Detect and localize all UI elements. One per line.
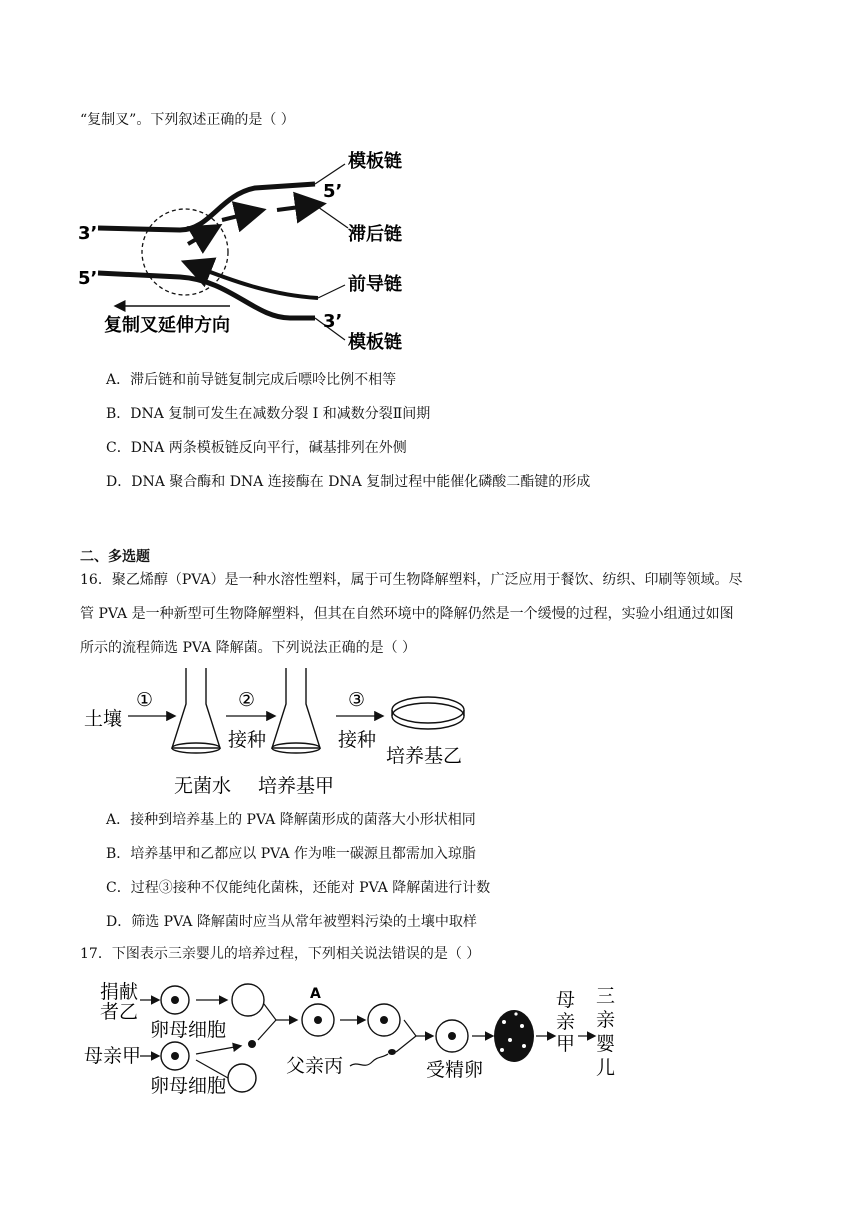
lagging-fragment-3 <box>277 205 315 210</box>
label-inoculate-1: 接种 <box>228 729 267 751</box>
q15-option-b[interactable]: B．DNA 复制可发生在减数分裂 I 和减数分裂Ⅱ间期 <box>106 406 431 422</box>
label-baby-v3: 婴 <box>596 1033 616 1055</box>
label-step-2: ② <box>238 689 256 711</box>
label-donor-line2: 者乙 <box>100 1001 139 1023</box>
label-3-prime-left: 3’ <box>78 223 98 244</box>
label-mother: 母亲甲 <box>84 1045 142 1067</box>
q16-option-c[interactable]: C．过程③接种不仅能纯化菌株，还能对 PVA 降解菌进行计数 <box>106 880 491 896</box>
flask-medium-a <box>272 668 320 748</box>
q16-option-a[interactable]: A．接种到培养基上的 PVA 降解菌形成的菌落大小形状相同 <box>106 812 476 828</box>
enucleated-oocyte <box>232 984 264 1016</box>
sperm <box>350 1054 388 1066</box>
label-oocyte-top: 卵母细胞 <box>150 1019 227 1041</box>
oocyte-remnant <box>228 1064 256 1092</box>
q16-option-d[interactable]: D．筛选 PVA 降解菌时应当从常年被塑料污染的土壤中取样 <box>106 914 477 930</box>
label-mother-v3: 甲 <box>556 1033 576 1055</box>
q17-stem: 17．下图表示三亲婴儿的培养过程，下列相关说法错误的是（ ） <box>80 946 481 962</box>
section-title: 二、多选题 <box>80 549 150 565</box>
flask-sterile-water <box>172 668 220 748</box>
label-template-top: 模板链 <box>348 151 402 172</box>
early-embryo <box>494 1010 534 1062</box>
label-direction: 复制叉延伸方向 <box>104 315 230 336</box>
q15-option-c[interactable]: C．DNA 两条模板链反向平行，碱基排列在外侧 <box>106 440 407 456</box>
q16-stem-line-2: 管 PVA 是一种新型可生物降解塑料，但其在自然环境中的降解仍然是一个缓慢的过程，实验小组通过如图 <box>80 606 734 622</box>
label-mother-v2: 亲 <box>556 1011 576 1033</box>
label-father: 父亲丙 <box>286 1055 344 1077</box>
q16-option-b[interactable]: B．培养基甲和乙都应以 PVA 作为唯一碳源且都需加入琼脂 <box>106 846 476 862</box>
q16-stem-line-1: 16．聚乙烯醇（PVA）是一种水溶性塑料，属于可生物降解塑料，广泛应用于餐饮、纺织、印刷等领域。尽 <box>80 572 743 588</box>
replication-fork-circle <box>142 209 228 295</box>
pva-screening-diagram <box>78 664 478 804</box>
label-step-3: ③ <box>348 689 366 711</box>
label-mother-v1: 母 <box>556 989 576 1011</box>
label-donor-line1: 捐献 <box>100 981 139 1003</box>
lagging-fragment-1 <box>188 230 212 244</box>
petri-dish-medium-b <box>392 697 464 729</box>
label-soil: 土壤 <box>84 708 123 730</box>
label-sterile-water: 无菌水 <box>174 775 232 797</box>
label-step-1: ① <box>136 689 154 711</box>
label-baby-v1: 三 <box>596 985 616 1007</box>
label-medium-a: 培养基甲 <box>258 775 335 797</box>
three-parent-baby-diagram <box>78 974 623 1104</box>
lagging-fragment-2 <box>222 212 255 220</box>
label-5-prime-left: 5’ <box>78 268 98 289</box>
label-baby-v4: 儿 <box>596 1057 616 1079</box>
dna-replication-fork-diagram <box>70 140 430 355</box>
question-15-stem: “复制叉”。下列叙述正确的是（ ） <box>80 112 295 128</box>
q15-option-a[interactable]: A．滞后链和前导链复制完成后嘌呤比例不相等 <box>106 372 397 388</box>
template-strand-top <box>98 184 315 230</box>
label-3-prime-right: 3’ <box>323 311 343 332</box>
label-a: A <box>310 986 321 1002</box>
label-leading: 前导链 <box>348 274 402 295</box>
label-5-prime-right: 5’ <box>323 181 343 202</box>
label-oocyte-bottom: 卵母细胞 <box>150 1075 227 1097</box>
label-zygote: 受精卵 <box>426 1059 484 1081</box>
q16-stem-line-3: 所示的流程筛选 PVA 降解菌。下列说法正确的是（ ） <box>80 640 417 656</box>
label-baby-v2: 亲 <box>596 1009 616 1031</box>
label-medium-b: 培养基乙 <box>386 745 463 767</box>
label-template-bottom: 模板链 <box>348 332 402 353</box>
label-inoculate-2: 接种 <box>338 729 377 751</box>
label-lagging: 滞后链 <box>348 224 402 245</box>
q15-option-d[interactable]: D．DNA 聚合酶和 DNA 连接酶在 DNA 复制过程中能催化磷酸二酯键的形成 <box>106 474 591 490</box>
